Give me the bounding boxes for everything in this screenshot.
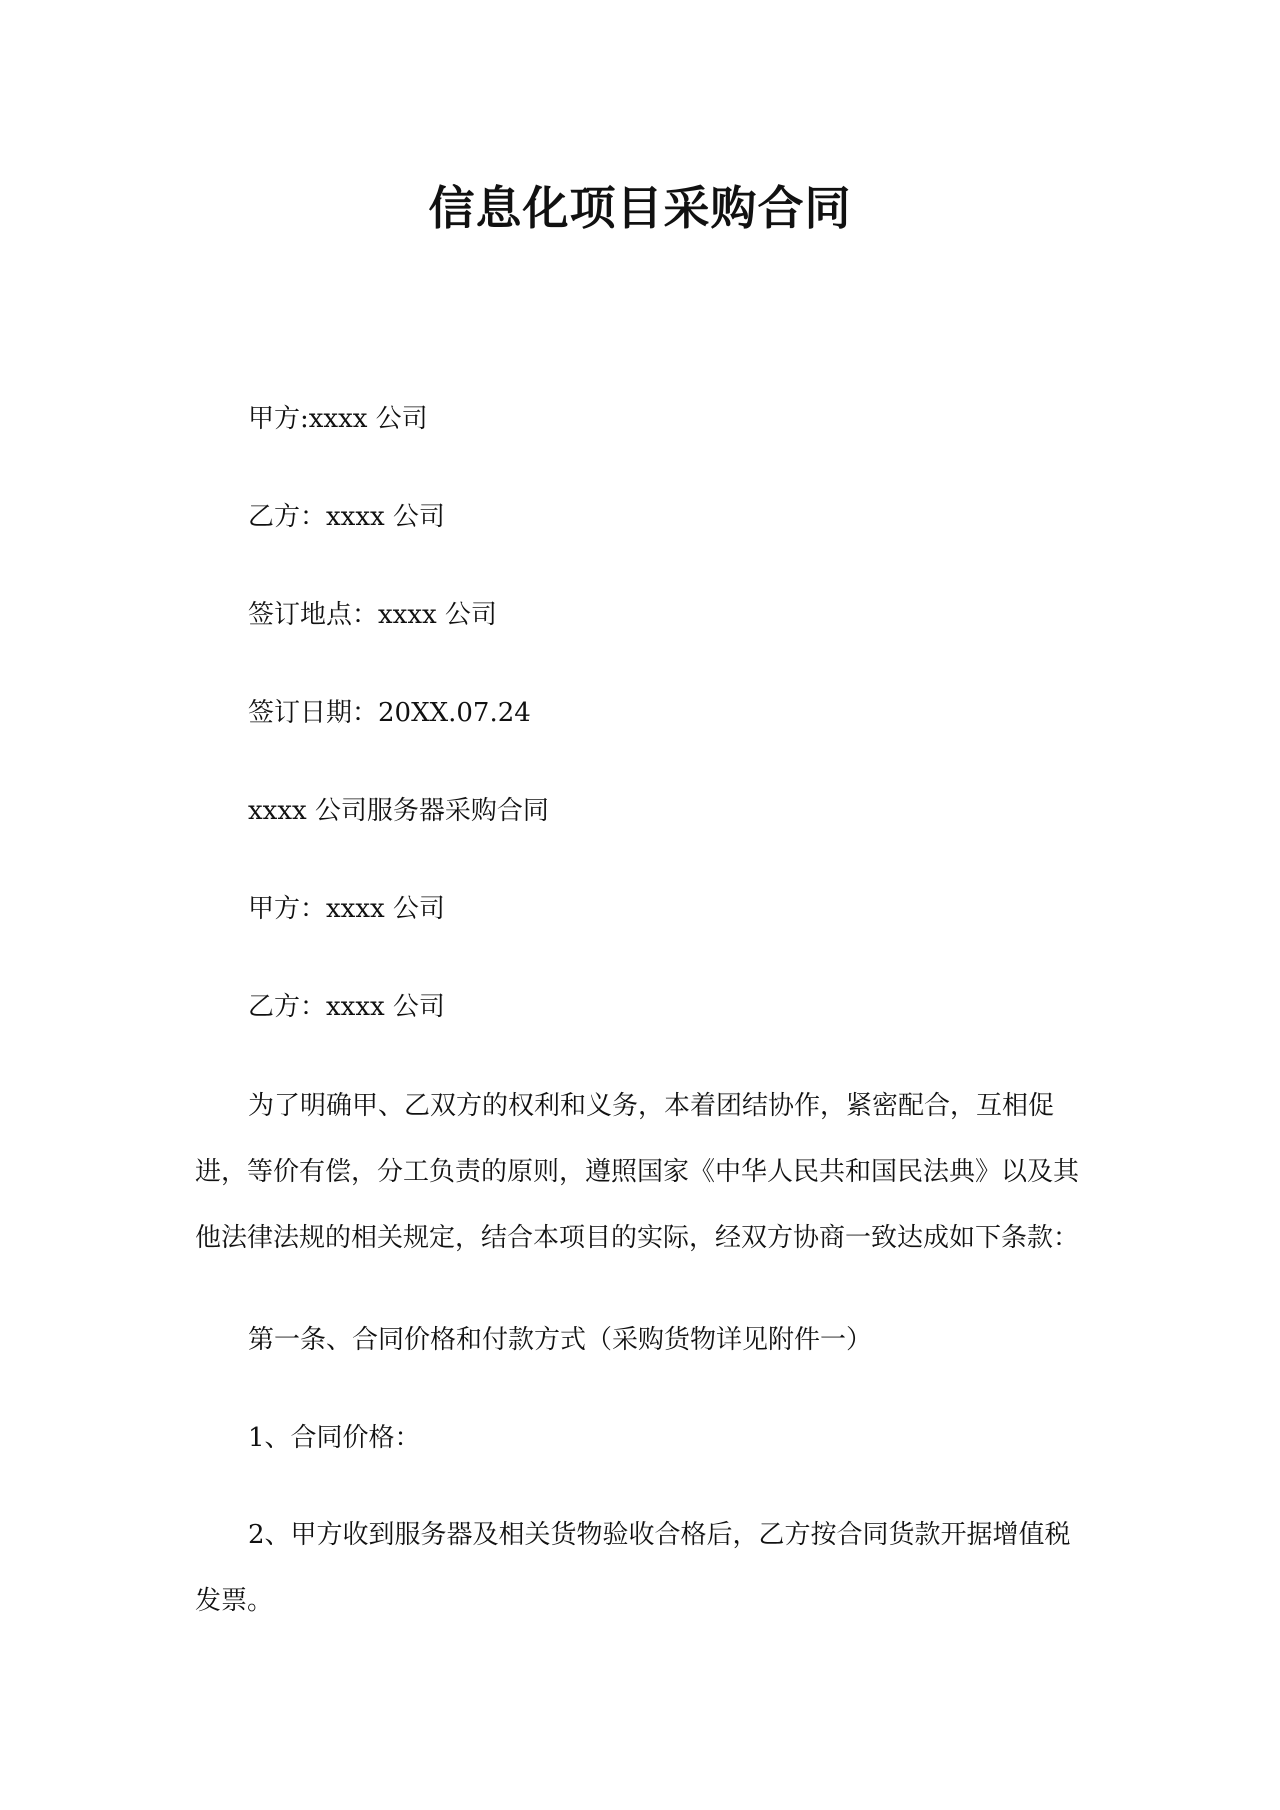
party-a-line: 甲方:xxxx 公司 — [248, 404, 428, 434]
party-b-line: 乙方：xxxx 公司 — [248, 502, 445, 532]
invoice-item-paragraph: 2、甲方收到服务器及相关货物验收合格后，乙方按合同货款开据增值税发票。 — [195, 1520, 1071, 1616]
party-b-repeat-line: 乙方：xxxx 公司 — [248, 992, 445, 1022]
party-a-repeat-line: 甲方：xxxx 公司 — [248, 894, 445, 924]
contract-price-item: 1、合同价格： — [248, 1423, 421, 1453]
contract-subtitle-line: xxxx 公司服务器采购合同 — [248, 796, 549, 826]
preamble-paragraph: 为了明确甲、乙双方的权利和义务，本着团结协作，紧密配合，互相促进，等价有偿，分工负责的原则，遵照国家《中华人民共和国民法典》以及其他法律法规的相关规定，结合本项目的实际，经双方协商一致达成如下条款： — [195, 1091, 1080, 1253]
document-title: 信息化项目采购合同 — [428, 181, 852, 235]
signing-place-line: 签订地点：xxxx 公司 — [248, 600, 497, 630]
signing-date-line: 签订日期：20XX.07.24 — [248, 698, 531, 728]
article-1-heading: 第一条、合同价格和付款方式（采购货物详见附件一） — [248, 1325, 873, 1355]
